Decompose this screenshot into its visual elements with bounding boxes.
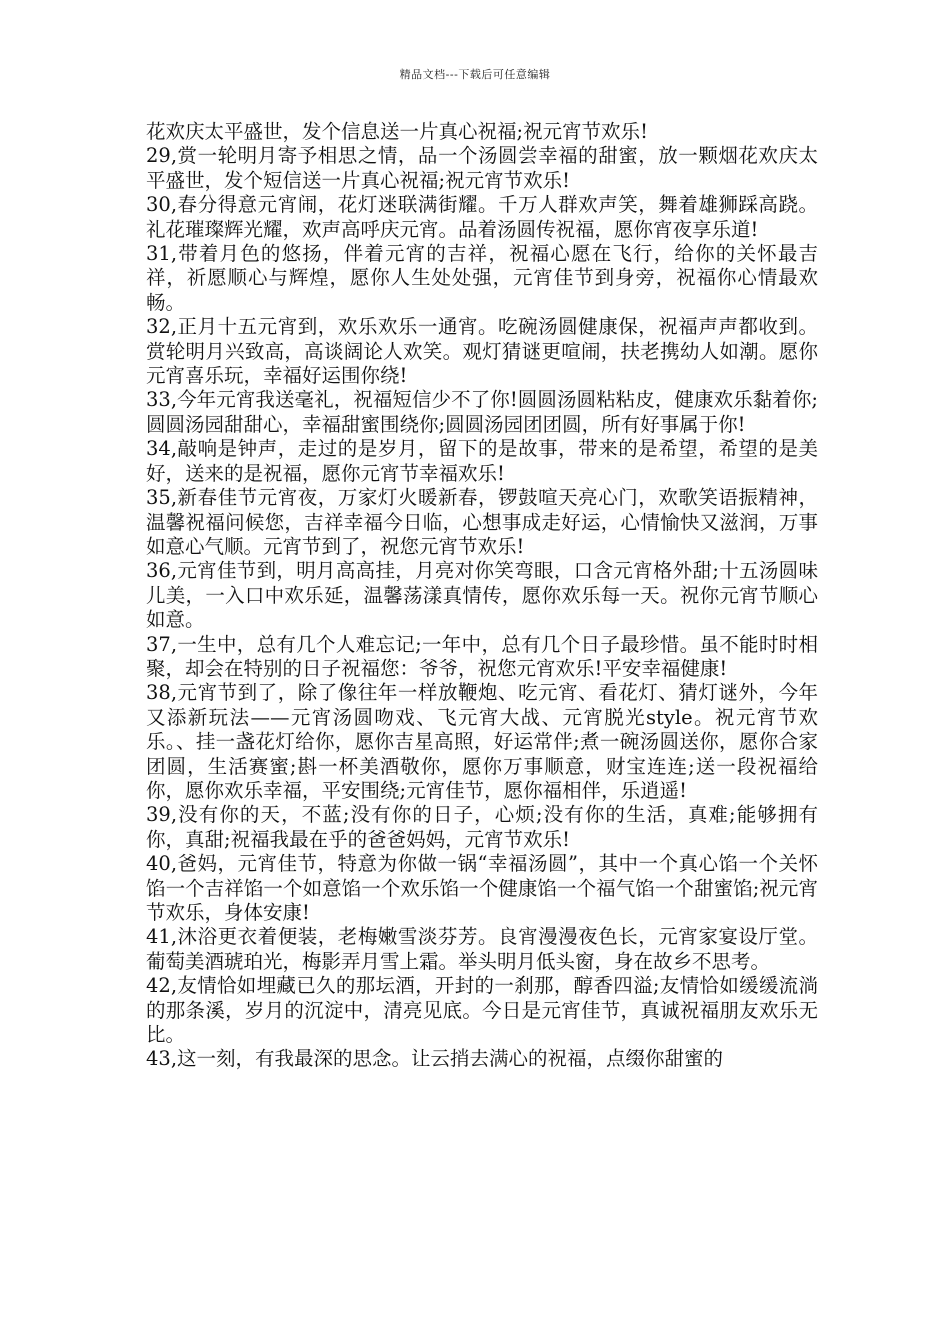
paragraph: 41,沐浴更衣着便装，老梅嫩雪淡芬芳。良宵漫漫夜色长，元宵家宴设厅堂。葡萄美酒琥珀光，梅影弄月雪上霜。举头明月低头窗，身在故乡不思考。 xyxy=(146,925,818,973)
paragraph: 29,赏一轮明月寄予相思之情，品一个汤圆尝幸福的甜蜜，放一颗烟花欢庆太平盛世，发个短信送一片真心祝福;祝元宵节欢乐! xyxy=(146,144,818,192)
paragraph: 43,这一刻，有我最深的思念。让云捎去满心的祝福，点缀你甜蜜的 xyxy=(146,1047,724,1071)
paragraph: 40,爸妈，元宵佳节，特意为你做一锅“幸福汤圆”，其中一个真心馅一个关怀馅一个吉祥馅一个如意馅一个欢乐馅一个健康馅一个福气馅一个甜蜜馅;祝元宵节欢乐，身体安康! xyxy=(146,852,818,924)
page-header: 精品文档---下载后可任意编辑 xyxy=(399,68,551,81)
paragraph: 38,元宵节到了，除了像往年一样放鞭炮、吃元宵、看花灯、猜灯谜外，今年又添新玩法——元宵汤圆吻戏、飞元宵大战、元宵脱光style。祝元宵节欢乐。、挂一盏花灯给你，愿你吉星高照，好运常伴;煮一碗汤圆送你，愿你合家团圆，生活赛蜜;斟一杯美酒敬你，愿你万事顺意，财宝连连;送一段祝福给你，愿你欢乐幸福，平安围绕;元宵佳节，愿你福相伴，乐逍遥! xyxy=(146,681,818,802)
document-body xyxy=(146,120,818,1072)
paragraph: 31,带着月色的悠扬，伴着元宵的吉祥，祝福心愿在飞行，给你的关怀最吉祥，祈愿顺心与辉煌，愿你人生处处强，元宵佳节到身旁，祝福你心情最欢畅。 xyxy=(146,242,818,314)
paragraph: 花欢庆太平盛世，发个信息送一片真心祝福;祝元宵节欢乐! xyxy=(146,120,648,143)
paragraph: 35,新春佳节元宵夜，万家灯火暖新春，锣鼓喧天亮心门，欢歌笑语振精神，温馨祝福问候您，吉祥幸福今日临，心想事成走好运，心情愉快又滋润，万事如意心气顺。元宵节到了，祝您元宵节欢乐! xyxy=(146,486,818,558)
paragraph: 36,元宵佳节到，明月高高挂，月亮对你笑弯眼，口含元宵格外甜;十五汤圆味儿美，一入口中欢乐延，温馨荡漾真情传，愿你欢乐每一天。祝你元宵节顺心如意。 xyxy=(146,559,818,632)
paragraph: 37,一生中，总有几个人难忘记;一年中，总有几个日子最珍惜。虽不能时时相聚，却会在特别的日子祝福您：爷爷，祝您元宵欢乐!平安幸福健康! xyxy=(146,632,818,680)
paragraph: 33,今年元宵我送毫礼，祝福短信少不了你!圆圆汤圆粘粘皮，健康欢乐黏着你;圆圆汤园甜甜心，幸福甜蜜围绕你;圆圆汤园团团圆，所有好事属于你! xyxy=(146,388,818,436)
paragraph: 34,敲响是钟声，走过的是岁月，留下的是故事，带来的是希望，希望的是美好，送来的是祝福，愿你元宵节幸福欢乐! xyxy=(146,437,818,485)
paragraph: 42,友情恰如埋藏已久的那坛酒，开封的一刹那，醇香四溢;友情恰如缓缓流淌的那条溪，岁月的沉淀中，清亮见底。今日是元宵佳节，真诚祝福朋友欢乐无比。 xyxy=(146,974,818,1047)
paragraph: 39,没有你的天，不蓝;没有你的日子，心烦;没有你的生活，真难;能够拥有你，真甜;祝福我最在乎的爸爸妈妈，元宵节欢乐! xyxy=(146,803,818,851)
paragraph: 30,春分得意元宵闹，花灯迷联满街耀。千万人群欢声笑，舞着雄狮踩高跷。礼花璀璨辉光耀，欢声高呼庆元宵。品着汤圆传祝福，愿你宵夜享乐道! xyxy=(146,193,818,241)
paragraph: 32,正月十五元宵到，欢乐欢乐一通宵。吃碗汤圆健康保，祝福声声都收到。赏轮明月兴致高，高谈阔论人欢笑。观灯猜谜更喧闹，扶老携幼人如潮。愿你元宵喜乐玩，幸福好运围你绕! xyxy=(146,315,818,388)
